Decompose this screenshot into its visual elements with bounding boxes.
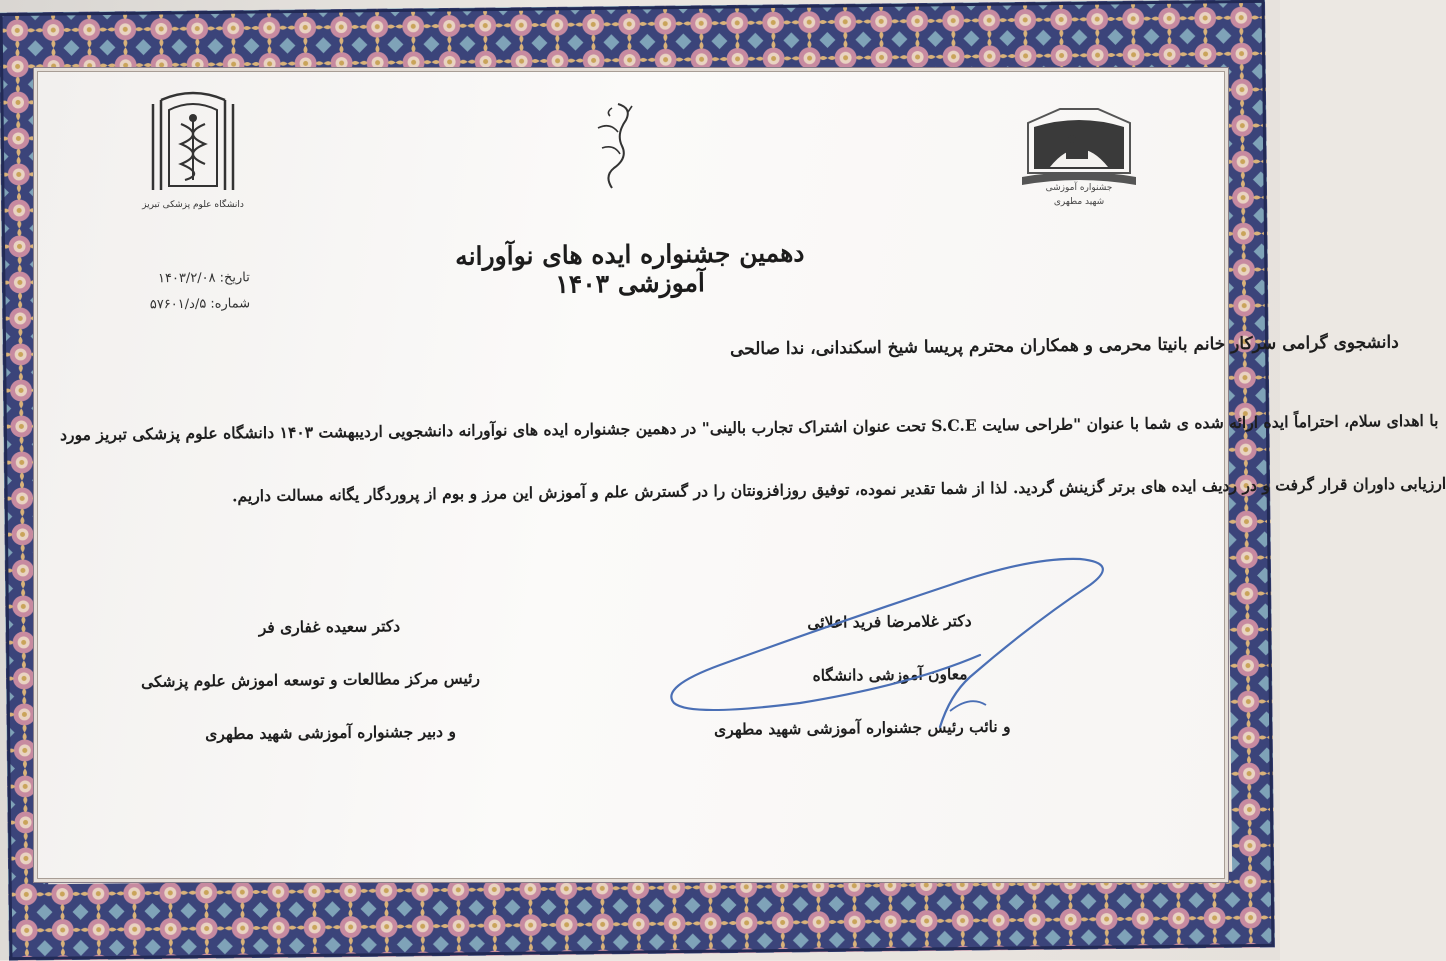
university-logo-icon [142, 90, 244, 220]
signatory-right-role-2: و نائب رئیس جشنواره آموزشی شهید مطهری [713, 716, 1011, 739]
calligraphy-emblem-icon [588, 98, 642, 193]
signatory-right-role-1: معاون آموزشی دانشگاه [812, 664, 968, 685]
signatory-left-name: دکتر سعیده غفاری فر [258, 616, 401, 637]
signatory-left-role-1: رئیس مرکز مطالعات و توسعه اموزش علوم پزشکی [140, 668, 481, 691]
number-value: ۵/د/۵۷۶۰۱ [149, 296, 207, 313]
addressee-line: دانشجوی گرامی سرکار خانم بانیتا محرمی و همکاران محترم پریسا شیخ اسکندانی، ندا صالحی [729, 332, 1399, 360]
signatory-left [140, 598, 481, 760]
date-label: تاریخ: [219, 270, 250, 286]
body-paragraph-line-2: ارزیابی داوران قرار گرفت و در ردیف ایده های برتر گزینش گردید. لذا از شما تقدیر نموده، توفیق روزافزونتان را در گسترش علم و آموزش این مرز و بوم از پروردگار یگانه مسالت داریم. [231, 473, 1446, 506]
festival-logo-text-1: جشنواره آموزشی [1045, 183, 1113, 193]
university-logo-text: دانشگاه علوم پزشکی تبریز [142, 200, 244, 210]
signatory-right-name: دکتر غلامرضا فرید اعلائی [807, 611, 972, 632]
festival-logo-icon [1020, 105, 1138, 213]
body-paragraph-line-1: با اهدای سلام، احتراماً ایده ارائه شده ی شما با عنوان "طراحی سایت S.C.E تحت عنوان اشتراک تجارب بالینی" در دهمین جشنواره ایده های نوآورانه دانشجویی اردیبهشت ۱۴۰۳ دانشگاه علوم پزشکی تبریز مورد [59, 410, 1439, 445]
reference-block [110, 265, 251, 318]
date-value: ۱۴۰۳/۲/۰۸ [157, 270, 216, 287]
number-label: شماره: [210, 296, 251, 312]
festival-logo-text-2: شهید مطهری [1053, 197, 1105, 207]
handwritten-signature [650, 545, 1110, 735]
certificate-title: دهمین جشنواره ایده های نوآورانه آموزشی ۱۴۰۳ [455, 238, 805, 299]
signatory-left-role-2: و دبیر جشنواره آموزشی شهید مطهری [205, 721, 457, 744]
